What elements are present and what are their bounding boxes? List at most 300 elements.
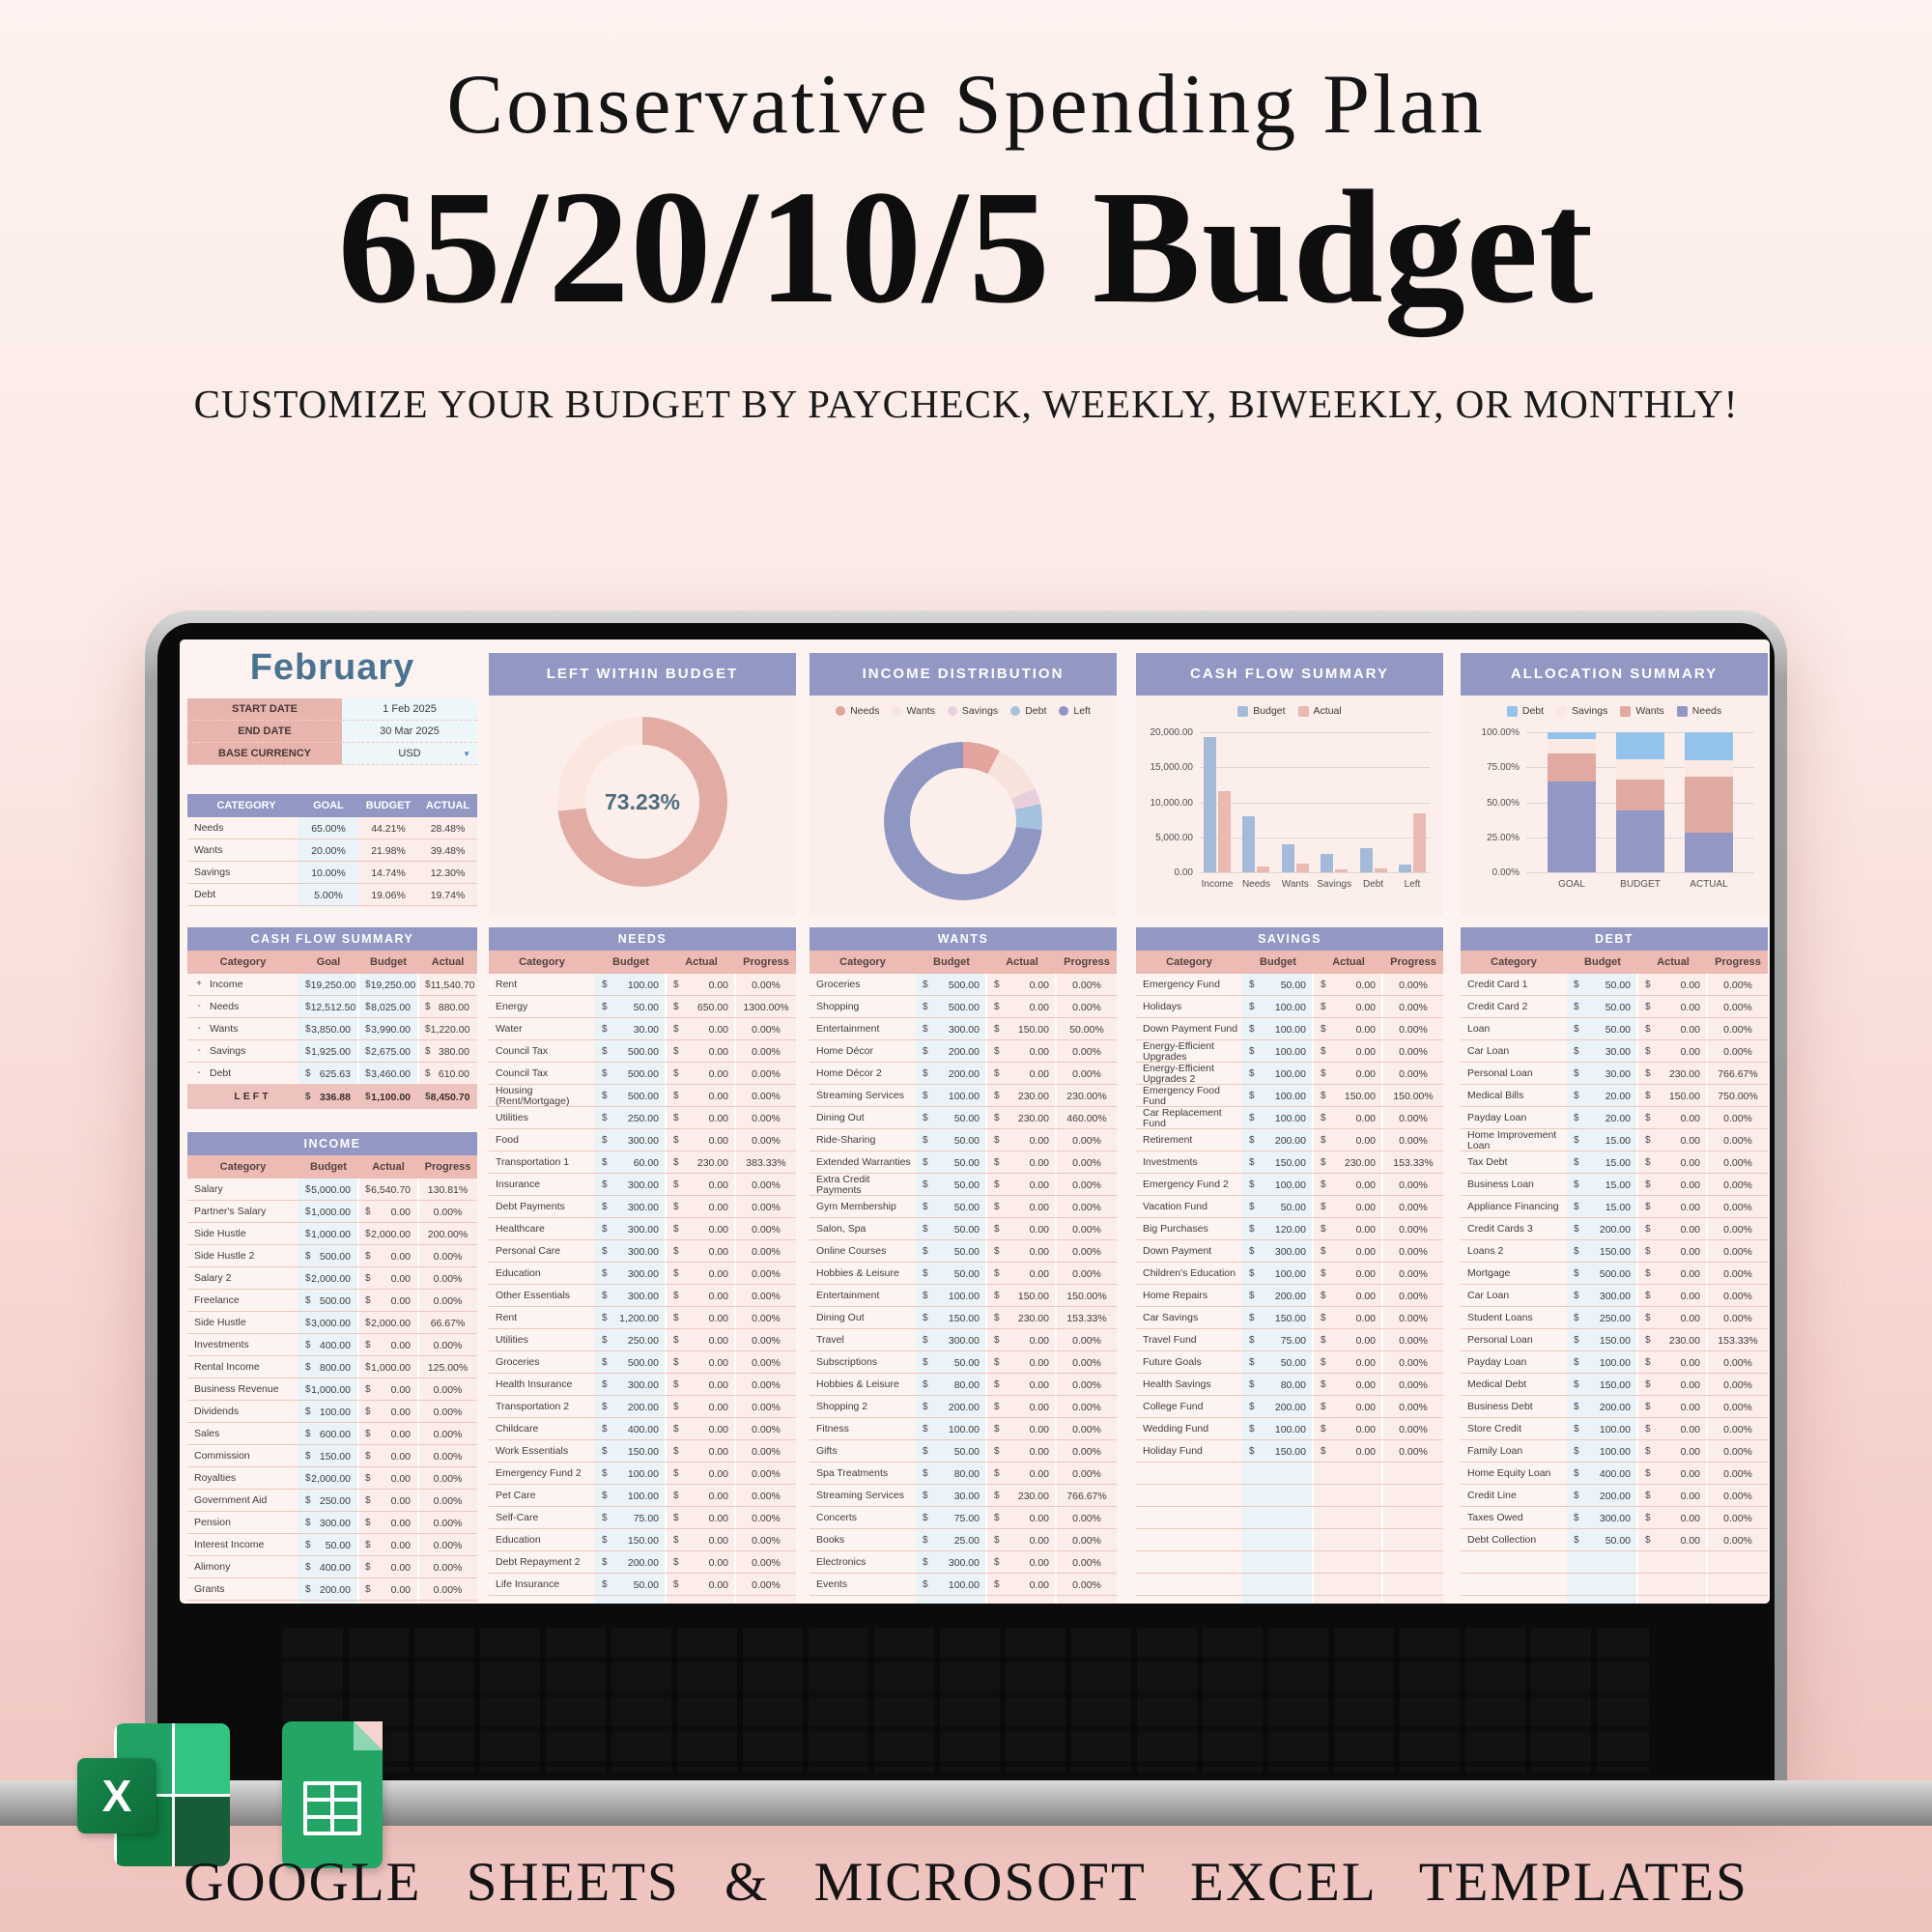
table-row (489, 1174, 796, 1196)
category-cell: Water (496, 1023, 523, 1036)
footer-caption: GOOGLE SHEETS & MICROSOFT EXCEL TEMPLATES (184, 1852, 1748, 1913)
actual-cell: $ 0.00 (365, 1472, 411, 1485)
budget-cell: $ 100.00 (1249, 1001, 1306, 1013)
legend-swatch (892, 706, 901, 716)
category-cell: Hobbies & Leisure (816, 1267, 899, 1280)
category-cell: Sales (194, 1428, 220, 1440)
actual-cell: $ 0.00 (1321, 1378, 1376, 1391)
table-row (1461, 1485, 1768, 1507)
category-cell: Extra Credit Payments (816, 1174, 870, 1196)
actual-cell: $ 0.00 (1321, 1334, 1376, 1347)
cash-flow-summary-chart (1136, 696, 1443, 916)
category-cell: Loans 2 (1467, 1245, 1504, 1258)
table-row (810, 1196, 1117, 1218)
progress-cell: 750.00% (1718, 1090, 1758, 1102)
budget-cell: $ 300.00 (1574, 1512, 1631, 1524)
budget-cell: $ 50.00 (305, 1539, 351, 1551)
actual-cell: $ 150.00 (1321, 1090, 1376, 1102)
progress-cell: 0.00% (1723, 1490, 1752, 1502)
category-cell: Emergency Fund 2 (1143, 1179, 1229, 1191)
budget-cell: $ 80.00 (1249, 1378, 1306, 1391)
category-cell: Self-Care (496, 1512, 539, 1524)
actual-cell: $ 230.00 (1645, 1334, 1700, 1347)
budget-cell: $ 250.00 (1574, 1312, 1631, 1324)
progress-cell: 383.33% (746, 1156, 786, 1169)
table-row (489, 1396, 796, 1418)
table-row (1461, 1307, 1768, 1329)
x-axis-label: Income (1201, 879, 1234, 890)
category-cell: Children's Education (1143, 1267, 1236, 1280)
budget-cell: $ 75.00 (1249, 1334, 1306, 1347)
table-row (489, 974, 796, 996)
legend-swatch (836, 706, 845, 716)
progress-cell: 0.00% (1723, 1023, 1752, 1036)
budget-cell: $ 200.00 (923, 1045, 980, 1058)
budget-cell: $ 300.00 (602, 1267, 659, 1280)
table-row (810, 1574, 1117, 1596)
budget-cell: $ 50.00 (923, 1134, 980, 1147)
category-cell: Home Décor 2 (816, 1067, 882, 1080)
panel-title: CASH FLOW SUMMARY (1136, 653, 1443, 696)
actual-cell: $ 650.00 (673, 1001, 728, 1013)
budget-cell: $ 15.00 (1574, 1134, 1631, 1147)
category-cell: Transportation 1 (496, 1156, 570, 1169)
category-cell: Debt Payments (496, 1201, 565, 1213)
progress-cell: 460.00% (1066, 1112, 1107, 1124)
x-axis-label: BUDGET (1620, 879, 1661, 890)
category-cell: - Needs (187, 1002, 298, 1012)
budget-cell: $ 5,000.00 (305, 1183, 351, 1196)
category-cell: Vacation Fund (1143, 1201, 1208, 1213)
table-row (810, 1529, 1117, 1551)
table-row (1136, 1263, 1443, 1285)
table-row (187, 1040, 477, 1063)
budget-cell: $ 300.00 (602, 1378, 659, 1391)
actual-cell: $ 0.00 (1645, 1445, 1700, 1458)
category-cell: Housing (Rent/Mortgage) (496, 1085, 570, 1107)
debt-rows (1461, 974, 1768, 1604)
actual-cell: $ 0.00 (673, 1401, 728, 1413)
progress-cell: 0.00% (1399, 1134, 1428, 1147)
table-row (810, 1307, 1117, 1329)
actual-cell: $ 0.00 (365, 1206, 411, 1218)
budget-cell: $ 80.00 (923, 1467, 980, 1480)
cash-flow-rows (187, 974, 477, 1085)
actual-cell: $ 0.00 (1321, 1267, 1376, 1280)
budget-cell: $ 200.00 (1249, 1134, 1306, 1147)
stack-segment-debt (1616, 732, 1664, 759)
category-cell: Payday Loan (1467, 1112, 1527, 1124)
table-row (1461, 1529, 1768, 1551)
progress-cell: 0.00% (1723, 1378, 1752, 1391)
x-axis-label: GOAL (1558, 879, 1585, 890)
dropdown-arrow-icon[interactable]: ▼ (463, 749, 470, 758)
budget-cell: $ 75.00 (602, 1512, 659, 1524)
progress-cell: 0.00% (1072, 1179, 1101, 1191)
progress-cell: 0.00% (752, 1245, 781, 1258)
sheets-table-glyph (303, 1781, 361, 1835)
progress-cell: 0.00% (433, 1250, 463, 1263)
stack-segment-savings (1616, 759, 1664, 780)
progress-cell: 153.33% (1718, 1334, 1758, 1347)
table-row (1461, 1374, 1768, 1396)
progress-cell: 0.00% (1399, 1290, 1428, 1302)
table-row (810, 1240, 1117, 1263)
table-row (187, 1179, 477, 1201)
actual-cell: $ 230.00 (673, 1156, 728, 1169)
bar-actual (1335, 869, 1348, 872)
category-cell: Ride-Sharing (816, 1134, 876, 1147)
category-cell: Transportation 2 (496, 1401, 570, 1413)
table-row (1136, 996, 1443, 1018)
goal-cell: 20.00% (311, 844, 346, 857)
table-row (489, 1374, 796, 1396)
budget-cell: $ 30.00 (1574, 1045, 1631, 1058)
table-row (1136, 1307, 1443, 1329)
actual-cell: $ 0.00 (673, 1201, 728, 1213)
actual-cell: $ 150.00 (994, 1290, 1049, 1302)
income-rows (187, 1179, 477, 1604)
category-cell: Government Aid (194, 1494, 268, 1507)
category-cell: Council Tax (496, 1067, 549, 1080)
legend-swatch (1677, 706, 1688, 717)
progress-cell: 0.00% (1072, 1467, 1101, 1480)
category-cell: Business Loan (1467, 1179, 1534, 1191)
progress-cell: 0.00% (1399, 1023, 1428, 1036)
category-cell: Childcare (496, 1423, 539, 1435)
actual-cell: $ 0.00 (673, 1045, 728, 1058)
category-cell: Debt (194, 889, 216, 901)
actual-cell: $ 0.00 (673, 1023, 728, 1036)
table-row (810, 1263, 1117, 1285)
table-row (1461, 1440, 1768, 1463)
actual-cell: $ 0.00 (673, 1334, 728, 1347)
settings-label: START DATE (187, 698, 342, 721)
table-row (489, 1218, 796, 1240)
category-cell: Appliance Financing (1467, 1201, 1559, 1213)
legend-item (892, 705, 934, 717)
actual-cell: $ 2,000.00 (365, 1317, 411, 1329)
progress-cell: 0.00% (1399, 1312, 1428, 1324)
left-total-row: LEFT $ 336.88 $ 1,100.00 $ 8,450.70 (187, 1085, 477, 1109)
actual-cell: $ 230.00 (994, 1090, 1049, 1102)
actual-cell: $ 230.00 (994, 1490, 1049, 1502)
table-row (1136, 1085, 1443, 1107)
legend-swatch (1237, 706, 1248, 717)
budget-cell: $ 30.00 (923, 1490, 980, 1502)
category-cell: Spa Treatments (816, 1467, 889, 1480)
progress-cell: 0.00% (1072, 1045, 1101, 1058)
progress-cell: 0.00% (752, 1467, 781, 1480)
category-cell: College Fund (1143, 1401, 1204, 1413)
cash-flow-table-title: CASH FLOW SUMMARY (187, 927, 477, 951)
y-axis-label: 50.00% (1487, 797, 1520, 809)
progress-cell: 0.00% (752, 1445, 781, 1458)
progress-cell: 153.33% (1393, 1156, 1434, 1169)
budget-cell: $ 300.00 (602, 1223, 659, 1236)
progress-cell: 0.00% (1399, 1267, 1428, 1280)
category-cell: Loan (1467, 1023, 1491, 1036)
category-cell: Personal Care (496, 1245, 561, 1258)
actual-cell: $ 0.00 (1645, 1401, 1700, 1413)
actual-cell: 39.48% (430, 844, 466, 857)
category-cell: Personal Loan (1467, 1067, 1533, 1080)
progress-cell: 0.00% (1072, 1223, 1101, 1236)
actual-cell: $ 0.00 (1321, 1423, 1376, 1435)
progress-cell: 125.00% (427, 1361, 469, 1374)
actual-cell: $ 0.00 (1321, 1001, 1376, 1013)
progress-cell: 1300.00% (743, 1001, 789, 1013)
budget-cell: $ 200.00 (923, 1067, 980, 1080)
legend-label: Actual (1313, 705, 1342, 717)
actual-cell: $ 0.00 (673, 1467, 728, 1480)
budget-cell: $ 50.00 (1249, 979, 1306, 991)
table-row (810, 1329, 1117, 1351)
wants-table-title: WANTS (810, 927, 1117, 951)
progress-cell: 0.00% (1072, 1578, 1101, 1591)
category-cell: Needs (194, 822, 224, 835)
bar-group (1360, 732, 1387, 890)
progress-cell: 0.00% (752, 1134, 781, 1147)
actual-cell: $ 0.00 (994, 1356, 1049, 1369)
budget-cell: $ 300.00 (305, 1517, 351, 1529)
actual-cell: $ 0.00 (1645, 1512, 1700, 1524)
legend-item (1507, 705, 1544, 717)
category-cell: Healthcare (496, 1223, 545, 1236)
legend-label: Needs (850, 705, 880, 717)
actual-cell: $ 0.00 (1645, 1201, 1700, 1213)
category-cell: Holidays (1143, 1001, 1182, 1013)
bar-groups (1200, 732, 1430, 890)
category-cell: Streaming Services (816, 1090, 905, 1102)
budget-cell: $ 15.00 (1574, 1201, 1631, 1213)
progress-cell: 0.00% (433, 1206, 463, 1218)
category-cell: Mortgage (1467, 1267, 1511, 1280)
actual-cell: $ 0.00 (1321, 1023, 1376, 1036)
table-row (1461, 1263, 1768, 1285)
progress-cell: 0.00% (433, 1272, 463, 1285)
table-row (810, 1351, 1117, 1374)
table-row (1136, 1107, 1443, 1129)
progress-cell: 0.00% (1723, 1423, 1752, 1435)
table-row (1461, 1285, 1768, 1307)
donut-center-label: 73.23% (604, 788, 680, 814)
actual-cell: $ 0.00 (673, 1179, 728, 1191)
budget-cell: $ 50.00 (602, 1001, 659, 1013)
budget-cell: $ 100.00 (1249, 1112, 1306, 1124)
category-cell: Pension (194, 1517, 231, 1529)
progress-cell: 150.00% (1393, 1090, 1434, 1102)
table-row (810, 1107, 1117, 1129)
progress-cell: 0.00% (433, 1494, 463, 1507)
category-cell: Emergency Fund (1143, 979, 1220, 991)
actual-cell: 28.48% (430, 822, 466, 835)
sign: - (197, 1001, 201, 1012)
x-axis-label: Debt (1363, 879, 1384, 890)
legend-label: Debt (1521, 705, 1545, 717)
table-row (1136, 974, 1443, 996)
budget-cell: $ 50.00 (1574, 979, 1631, 991)
table-row (810, 1018, 1117, 1040)
table-row (187, 996, 477, 1018)
budget-cell: $ 400.00 (305, 1561, 351, 1574)
budget-cell: $ 200.00 (602, 1556, 659, 1569)
actual-cell: $ 230.00 (1645, 1067, 1700, 1080)
category-cell: Utilities (496, 1112, 528, 1124)
category-cell: Gifts (816, 1445, 838, 1458)
goal-cell: $ 1,925.00 (305, 1045, 351, 1058)
actual-cell: $ 0.00 (1321, 979, 1376, 991)
progress-cell: 0.00% (1072, 1534, 1101, 1547)
income-distribution-donut (884, 742, 1042, 900)
progress-cell: 0.00% (1723, 1245, 1752, 1258)
legend-swatch (1059, 706, 1068, 716)
y-axis-label: 100.00% (1481, 727, 1520, 738)
budget-cell: $ 2,000.00 (305, 1472, 351, 1485)
table-row (489, 1440, 796, 1463)
category-cell: Medical Debt (1467, 1378, 1527, 1391)
budget-cell: $ 100.00 (602, 1467, 659, 1480)
budget-cell: $ 100.00 (1574, 1423, 1631, 1435)
table-row (489, 1063, 796, 1085)
progress-cell: 0.00% (752, 1556, 781, 1569)
bar-group (1317, 732, 1351, 890)
table-row (489, 1529, 796, 1551)
progress-cell: 0.00% (1072, 1378, 1101, 1391)
table-row (1461, 1107, 1768, 1129)
budget-cell: $ 300.00 (923, 1023, 980, 1036)
budget-cell: $ 50.00 (923, 1201, 980, 1213)
category-cell: Savings (194, 867, 231, 879)
actual-cell: $ 150.00 (1645, 1090, 1700, 1102)
actual-cell: $ 0.00 (673, 1356, 728, 1369)
budget-cell: $ 30.00 (602, 1023, 659, 1036)
legend-swatch (1010, 706, 1020, 716)
table-row (810, 1374, 1117, 1396)
actual-cell: $ 0.00 (994, 1378, 1049, 1391)
progress-cell: 50.00% (1069, 1023, 1104, 1036)
category-cell: Payday Loan (1467, 1356, 1527, 1369)
budget-cell: $ 20.00 (1574, 1090, 1631, 1102)
category-cell: Energy-Efficient Upgrades 2 (1143, 1063, 1214, 1085)
table-row (187, 884, 477, 906)
category-cell: Student Loans (1467, 1312, 1533, 1324)
progress-cell: 0.00% (1072, 1423, 1101, 1435)
table-row (489, 1151, 796, 1174)
bar-group (1241, 732, 1270, 890)
progress-cell: 0.00% (433, 1583, 463, 1596)
category-cell: Down Payment Fund (1143, 1023, 1238, 1036)
category-cell: Debt Repayment 2 (496, 1556, 581, 1569)
progress-cell: 0.00% (433, 1339, 463, 1351)
x-axis-label: Needs (1241, 879, 1270, 890)
wants-table (810, 927, 1117, 1604)
panel-income-distribution (810, 653, 1117, 916)
goal-cell: $ 19,250.00 (305, 979, 356, 991)
category-cell: Events (816, 1578, 848, 1591)
table-row (810, 1418, 1117, 1440)
actual-cell: $ 0.00 (1645, 1001, 1700, 1013)
table-row (810, 1151, 1117, 1174)
table-row (810, 1485, 1117, 1507)
category-cell: Down Payment (1143, 1245, 1212, 1258)
table-row (1461, 1240, 1768, 1263)
table-row (1461, 1018, 1768, 1040)
progress-cell: 0.00% (1399, 1378, 1428, 1391)
budget-cell: $ 300.00 (602, 1245, 659, 1258)
budget-cell: $ 100.00 (923, 1578, 980, 1591)
progress-cell: 0.00% (1723, 1312, 1752, 1324)
actual-cell: $ 0.00 (994, 1423, 1049, 1435)
progress-cell: 230.00% (1066, 1090, 1107, 1102)
legend-label: Left (1073, 705, 1091, 717)
table-row (187, 1334, 477, 1356)
settings-row (187, 721, 477, 743)
category-cell: Online Courses (816, 1245, 887, 1258)
actual-cell: $ 0.00 (365, 1450, 411, 1463)
actual-cell: $ 2,000.00 (365, 1228, 411, 1240)
progress-cell: 0.00% (1723, 1112, 1752, 1124)
category-cell: Rent (496, 1312, 518, 1324)
category-cell: Subscriptions (816, 1356, 878, 1369)
x-axis-label: Wants (1281, 879, 1309, 890)
progress-cell: 0.00% (1399, 1045, 1428, 1058)
budget-cell: $ 20.00 (1574, 1112, 1631, 1124)
table-row (489, 1263, 796, 1285)
sign: - (197, 1023, 201, 1035)
table-row (810, 1285, 1117, 1307)
actual-cell: $ 0.00 (1321, 1179, 1376, 1191)
category-cell: Big Purchases (1143, 1223, 1208, 1236)
wants-table-headers: Category Budget Actual Progress (810, 951, 1117, 974)
legend-item (1298, 705, 1342, 717)
progress-cell: 0.00% (433, 1383, 463, 1396)
category-cell: Commission (194, 1450, 250, 1463)
table-row (187, 1445, 477, 1467)
actual-cell: $ 8,450.70 (425, 1091, 470, 1103)
progress-cell: 766.67% (1066, 1490, 1107, 1502)
budget-cell: $ 100.00 (602, 1490, 659, 1502)
category-cell: Streaming Services (816, 1490, 905, 1502)
actual-cell: $ 0.00 (1645, 1356, 1700, 1369)
budget-cell: $ 200.00 (1574, 1490, 1631, 1502)
table-row (1136, 1018, 1443, 1040)
table-row (187, 1578, 477, 1601)
y-axis-label: 75.00% (1487, 762, 1520, 774)
legend-swatch (1556, 706, 1567, 717)
actual-cell: $ 0.00 (673, 979, 728, 991)
budget-cell: $ 100.00 (1574, 1356, 1631, 1369)
stack-segment-savings (1548, 739, 1596, 753)
table-row (187, 1356, 477, 1378)
budget-cell: $ 150.00 (602, 1534, 659, 1547)
laptop-keyboard (283, 1628, 1649, 1773)
category-cell: Rental Income (194, 1361, 260, 1374)
budget-cell: $ 1,100.00 (365, 1091, 411, 1103)
table-row (1461, 1507, 1768, 1529)
savings-rows (1136, 974, 1443, 1604)
progress-cell: 0.00% (752, 1334, 781, 1347)
stacked-bar (1548, 732, 1596, 890)
legend-label: Budget (1253, 705, 1286, 717)
category-cell: Interest Income (194, 1539, 265, 1551)
x-axis-label: ACTUAL (1690, 879, 1728, 890)
budget-cell: $ 1,000.00 (305, 1206, 351, 1218)
progress-cell: 0.00% (1399, 1245, 1428, 1258)
stack-segment-wants (1616, 780, 1664, 810)
page-title: 65/20/10/5 Budget (337, 157, 1595, 337)
progress-cell: 0.00% (1399, 1401, 1428, 1413)
